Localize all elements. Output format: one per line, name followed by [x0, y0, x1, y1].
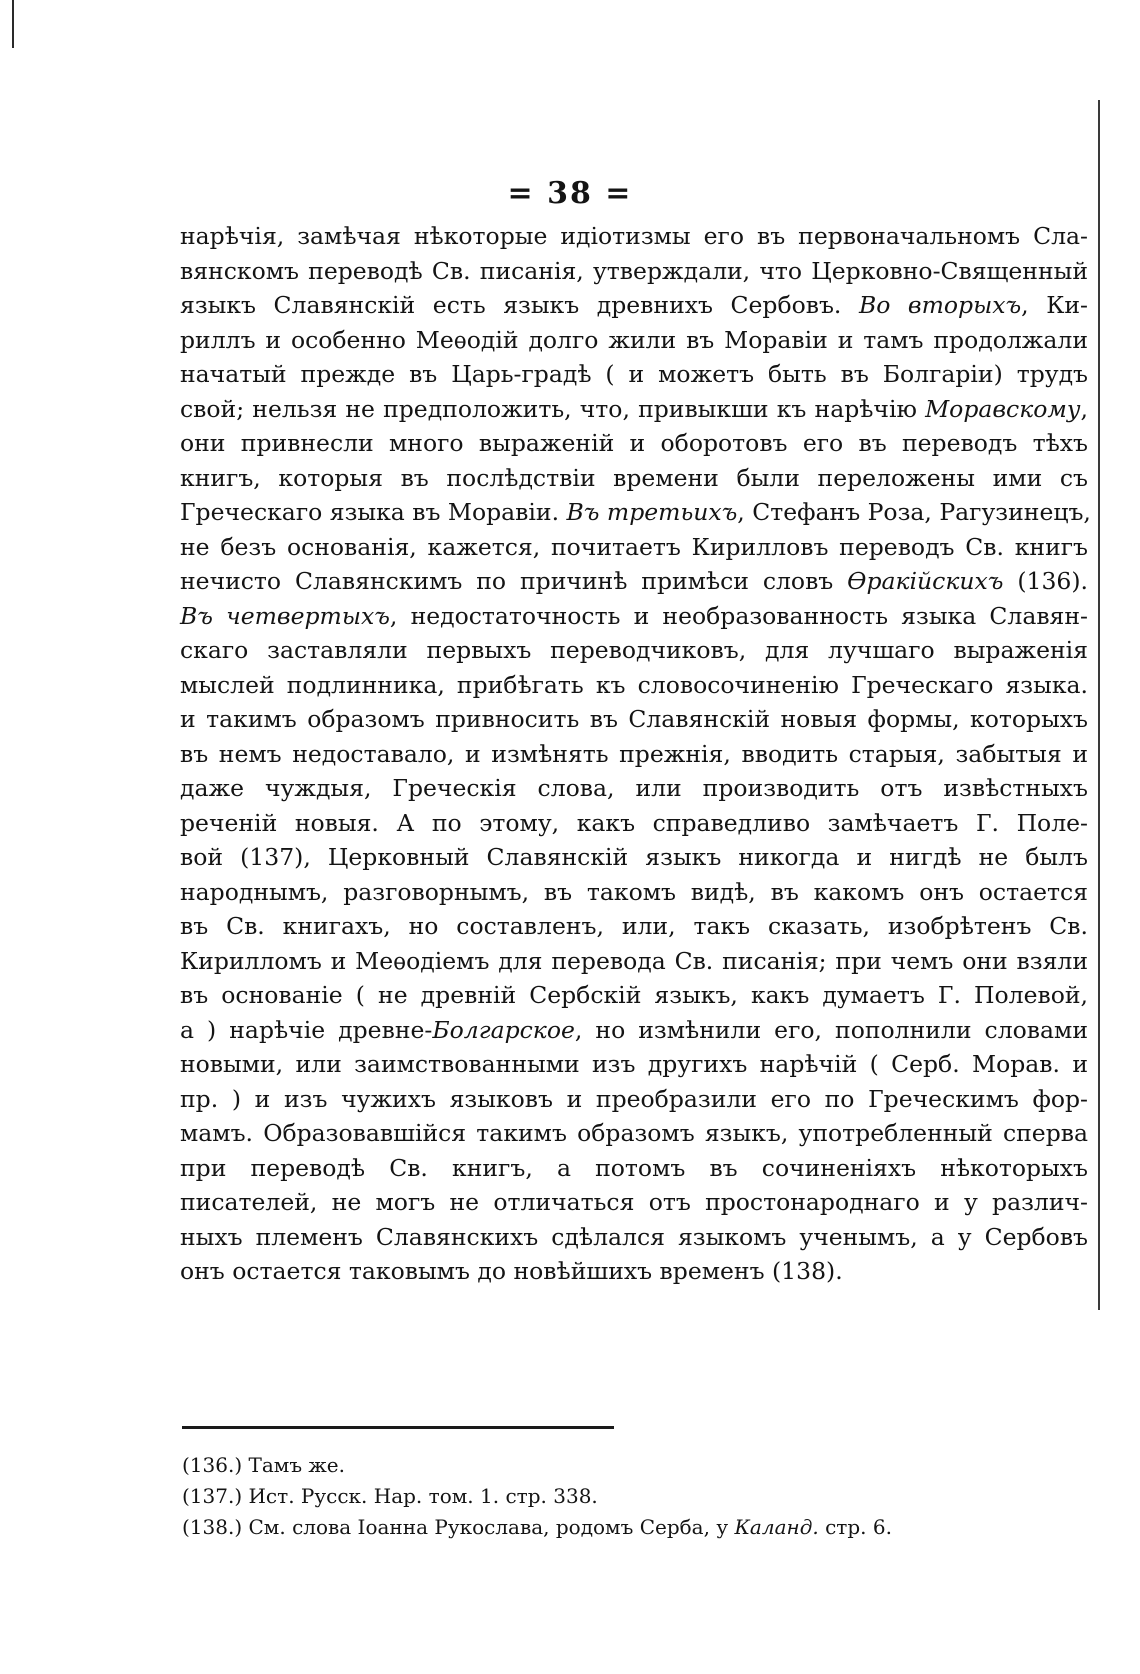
body-line	[180, 1185, 1088, 1220]
body-line	[180, 1220, 1088, 1255]
text-segment: Греческаго языка въ Моравіи.	[180, 498, 567, 526]
text-segment: риллъ и особенно Меѳодій долго жили въ Моравіи и тамъ продолжали	[180, 325, 1088, 354]
text-segment: Кирилломъ и Меѳодіемъ для перевода Св. писанія; при чемъ они взяли	[180, 946, 1088, 975]
body-line	[180, 254, 1088, 289]
text-segment: они привнесли много выраженій и оборотовъ его въ переводъ тѣхъ	[180, 429, 1088, 457]
text-segment: реченій новыя. А по этому, какъ справедливо замѣчаетъ Г. Поле-	[180, 808, 1088, 837]
body-line	[180, 944, 1088, 979]
body-line	[180, 737, 1088, 772]
text-segment: нарѣчія, замѣчая нѣкоторые идіотизмы его въ первоначальномъ Сла-	[180, 222, 1088, 250]
italic-text-segment: Въ третьихъ	[566, 498, 738, 526]
scan-edge-line-left	[12, 0, 14, 48]
text-segment: пр. ) и изъ чужихъ языковъ и преобразили его по Греческимъ фор-	[180, 1084, 1088, 1113]
body-line	[180, 840, 1088, 875]
text-segment: писателей, не могъ не отличаться отъ простонароднаго и у различ-	[180, 1188, 1088, 1216]
body-line	[180, 633, 1088, 668]
text-segment: и такимъ образомъ привносить въ Славянскій новыя формы, которыхъ	[180, 705, 1088, 733]
body-line	[180, 426, 1088, 461]
body-line	[180, 1254, 1088, 1289]
body-line	[180, 599, 1088, 634]
body-line	[180, 771, 1088, 806]
body-line	[180, 530, 1088, 565]
body-line	[180, 288, 1088, 323]
text-segment: мыслей подлинника, прибѣгать къ словосочиненію Греческаго языка.	[180, 670, 1088, 699]
text-segment: скаго заставляли первыхъ переводчиковъ, для лучшаго выраженія	[180, 636, 1088, 664]
text-segment: языкъ Славянскій есть языкъ древнихъ Сербовъ.	[180, 291, 859, 319]
italic-text-segment: Моравскому	[925, 394, 1081, 423]
text-segment: при переводѣ Св. книгъ, а потомъ въ сочиненіяхъ нѣкоторыхъ	[180, 1153, 1088, 1182]
text-segment: нечисто Славянскимъ по причинѣ примѣси словъ	[180, 567, 848, 595]
italic-text-segment: Ѳракійскихъ	[847, 567, 1004, 595]
text-segment: (138.) См. слова Іоанна Рукослава, родомъ Серба, у	[182, 1515, 735, 1539]
italic-text-segment: Въ четвертыхъ	[180, 601, 390, 630]
text-segment: (136.) Тамъ же.	[182, 1453, 345, 1477]
text-segment: народнымъ, разговорнымъ, въ такомъ видѣ, въ какомъ онъ остается	[180, 877, 1088, 906]
text-segment: книгъ, которыя въ послѣдствіи времени были переложены ими съ	[180, 463, 1088, 492]
text-segment: ,	[1080, 394, 1088, 423]
body-line	[180, 668, 1088, 703]
text-segment: начатый прежде въ Царь-градѣ ( и можетъ быть въ Болгаріи) трудъ	[180, 360, 1088, 388]
body-line	[180, 1082, 1088, 1117]
italic-text-segment: Болгарское	[432, 1015, 575, 1044]
body-line	[180, 219, 1088, 254]
body-line	[180, 909, 1088, 944]
text-segment: новыми, или заимствованными изъ другихъ нарѣчій ( Серб. Морав. и	[180, 1050, 1088, 1078]
footnote	[182, 1450, 1042, 1481]
body-line	[180, 806, 1088, 841]
text-segment: , но измѣнили его, пополнили словами	[574, 1015, 1088, 1044]
text-segment: онъ остается таковымъ до новѣйшихъ временъ (138).	[180, 1257, 843, 1285]
text-segment: (136).	[1003, 567, 1088, 595]
text-segment: въ основаніе ( не древній Сербскій языкъ, какъ думаетъ Г. Полевой,	[180, 981, 1088, 1009]
text-segment: стр. 6.	[818, 1515, 892, 1539]
body-line	[180, 392, 1088, 427]
body-line	[180, 495, 1091, 530]
body-line	[180, 461, 1088, 496]
text-segment: а ) нарѣчіе древне-	[180, 1015, 433, 1044]
footnotes	[182, 1450, 1042, 1543]
text-segment: не безъ основанія, кажется, почитаетъ Кирилловъ переводъ Св. книгъ	[180, 532, 1088, 561]
footnote	[182, 1481, 1042, 1512]
body-line	[180, 357, 1088, 392]
text-segment: ныхъ племенъ Славянскихъ сдѣлался языкомъ ученымъ, а у Сербовъ	[180, 1222, 1088, 1251]
body-line	[180, 978, 1088, 1013]
text-segment: , Ки-	[1021, 291, 1088, 319]
scan-edge-line-right	[1098, 100, 1100, 1310]
text-segment: даже чуждыя, Греческія слова, или производить отъ извѣстныхъ	[180, 774, 1088, 802]
italic-text-segment: Во вторыхъ	[858, 291, 1022, 319]
footnote-rule	[182, 1426, 614, 1429]
text-segment: свой; нельзя не предположить, что, привыкши къ нарѣчію	[180, 394, 926, 423]
text-segment: въ Св. книгахъ, но составленъ, или, такъ сказать, изобрѣтенъ Св.	[180, 912, 1088, 940]
text-segment: , Стефанъ Роза, Рагузинецъ,	[737, 498, 1091, 526]
footnote	[182, 1512, 1042, 1543]
body-line	[180, 1151, 1088, 1186]
text-segment: вянскомъ переводѣ Св. писанія, утверждали, что Церковно-Священный	[180, 256, 1088, 285]
body-line	[180, 564, 1088, 599]
body-line	[180, 702, 1088, 737]
body-line	[180, 323, 1088, 358]
text-segment: въ немъ недоставало, и измѣнять прежнія, вводить старыя, забытыя и	[180, 739, 1088, 768]
text-segment: вой (137), Церковный Славянскій языкъ никогда и нигдѣ не былъ	[180, 843, 1088, 871]
text-segment: мамъ. Образовавшійся такимъ образомъ языкъ, употребленный сперва	[180, 1119, 1088, 1147]
body-line	[180, 1013, 1088, 1048]
text-segment: , недостаточность и необразованность языка Славян-	[389, 601, 1088, 630]
body-line	[180, 1047, 1088, 1082]
page-number: = 38 =	[507, 176, 633, 211]
body-line	[180, 875, 1088, 910]
italic-text-segment: Каланд.	[734, 1515, 819, 1539]
body-line	[180, 1116, 1088, 1151]
text-segment: (137.) Ист. Русск. Нар. том. 1. стр. 338.	[182, 1484, 598, 1508]
body-text	[180, 219, 1091, 1289]
